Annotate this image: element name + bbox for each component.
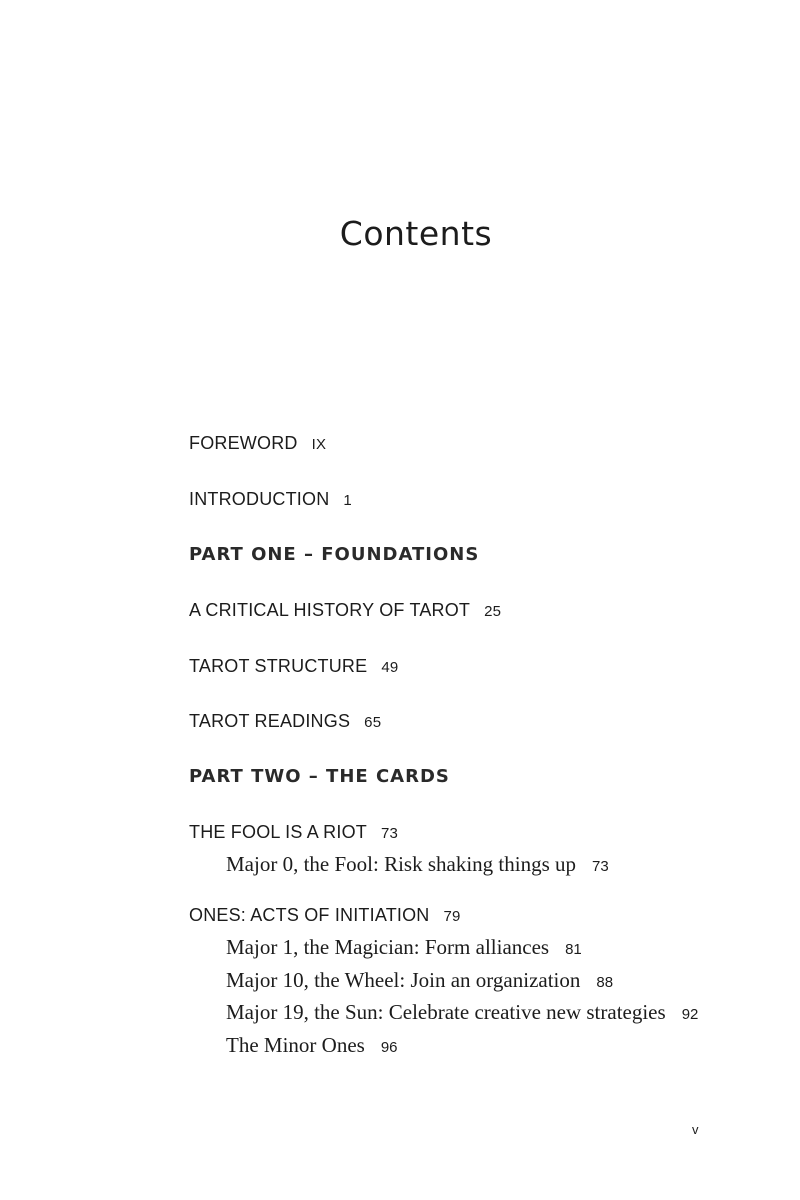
toc-subentry-major-0[interactable] — [226, 852, 609, 877]
toc-entry-ones[interactable] — [189, 905, 461, 926]
toc-entry-label: INTRODUCTION — [189, 489, 330, 509]
toc-entry-label: FOREWORD — [189, 433, 298, 453]
toc-entry-introduction[interactable] — [189, 489, 352, 510]
toc-entry-label: THE FOOL IS A RIOT — [189, 822, 367, 842]
page-folio: v — [692, 1122, 699, 1137]
toc-entry-tarot-structure[interactable] — [189, 656, 398, 677]
toc-entry-label: TAROT STRUCTURE — [189, 656, 368, 676]
toc-subentry-label: Major 1, the Magician: Form alliances — [226, 935, 550, 959]
toc-page-number: 73 — [592, 858, 609, 875]
toc-page-number: 49 — [381, 659, 399, 676]
toc-page-number: 96 — [380, 1039, 398, 1056]
toc-subentry-label: The Minor Ones — [226, 1033, 365, 1057]
toc-page-number: 25 — [484, 603, 502, 620]
toc-subentry-major-1[interactable] — [226, 935, 582, 960]
toc-part-one-heading: PART ONE – FOUNDATIONS — [189, 544, 480, 565]
toc-page-number: 92 — [681, 1006, 699, 1023]
faded-header-artifact — [320, 18, 480, 30]
toc-part-two-heading: PART TWO – THE CARDS — [189, 766, 450, 787]
toc-entry-foreword[interactable] — [189, 433, 326, 454]
toc-subentry-label: Major 19, the Sun: Celebrate creative new strategies — [226, 1000, 666, 1024]
toc-entry-critical-history[interactable] — [189, 600, 501, 621]
toc-page-number: 65 — [364, 714, 382, 731]
toc-entry-label: TAROT READINGS — [189, 711, 351, 731]
toc-page-number: IX — [311, 436, 327, 453]
toc-subentry-major-10[interactable] — [226, 968, 613, 993]
toc-page-number: 79 — [443, 908, 461, 925]
toc-subentry-minor-ones[interactable] — [226, 1033, 398, 1058]
toc-page-number: 88 — [596, 974, 614, 991]
toc-entry-label: A CRITICAL HISTORY OF TAROT — [189, 600, 471, 620]
toc-subentry-label: Major 0, the Fool: Risk shaking things up — [226, 852, 577, 876]
page-title: Contents — [339, 214, 493, 253]
toc-entry-label: ONES: ACTS OF INITIATION — [189, 905, 430, 925]
toc-page-number: 73 — [380, 825, 399, 842]
toc-subentry-major-19[interactable] — [226, 1000, 698, 1025]
toc-entry-fool-riot[interactable] — [189, 822, 398, 843]
toc-subentry-label: Major 10, the Wheel: Join an organization — [226, 968, 581, 992]
toc-page-number: 81 — [565, 941, 582, 958]
toc-page-number: 1 — [343, 492, 352, 509]
toc-entry-tarot-readings[interactable] — [189, 711, 381, 732]
